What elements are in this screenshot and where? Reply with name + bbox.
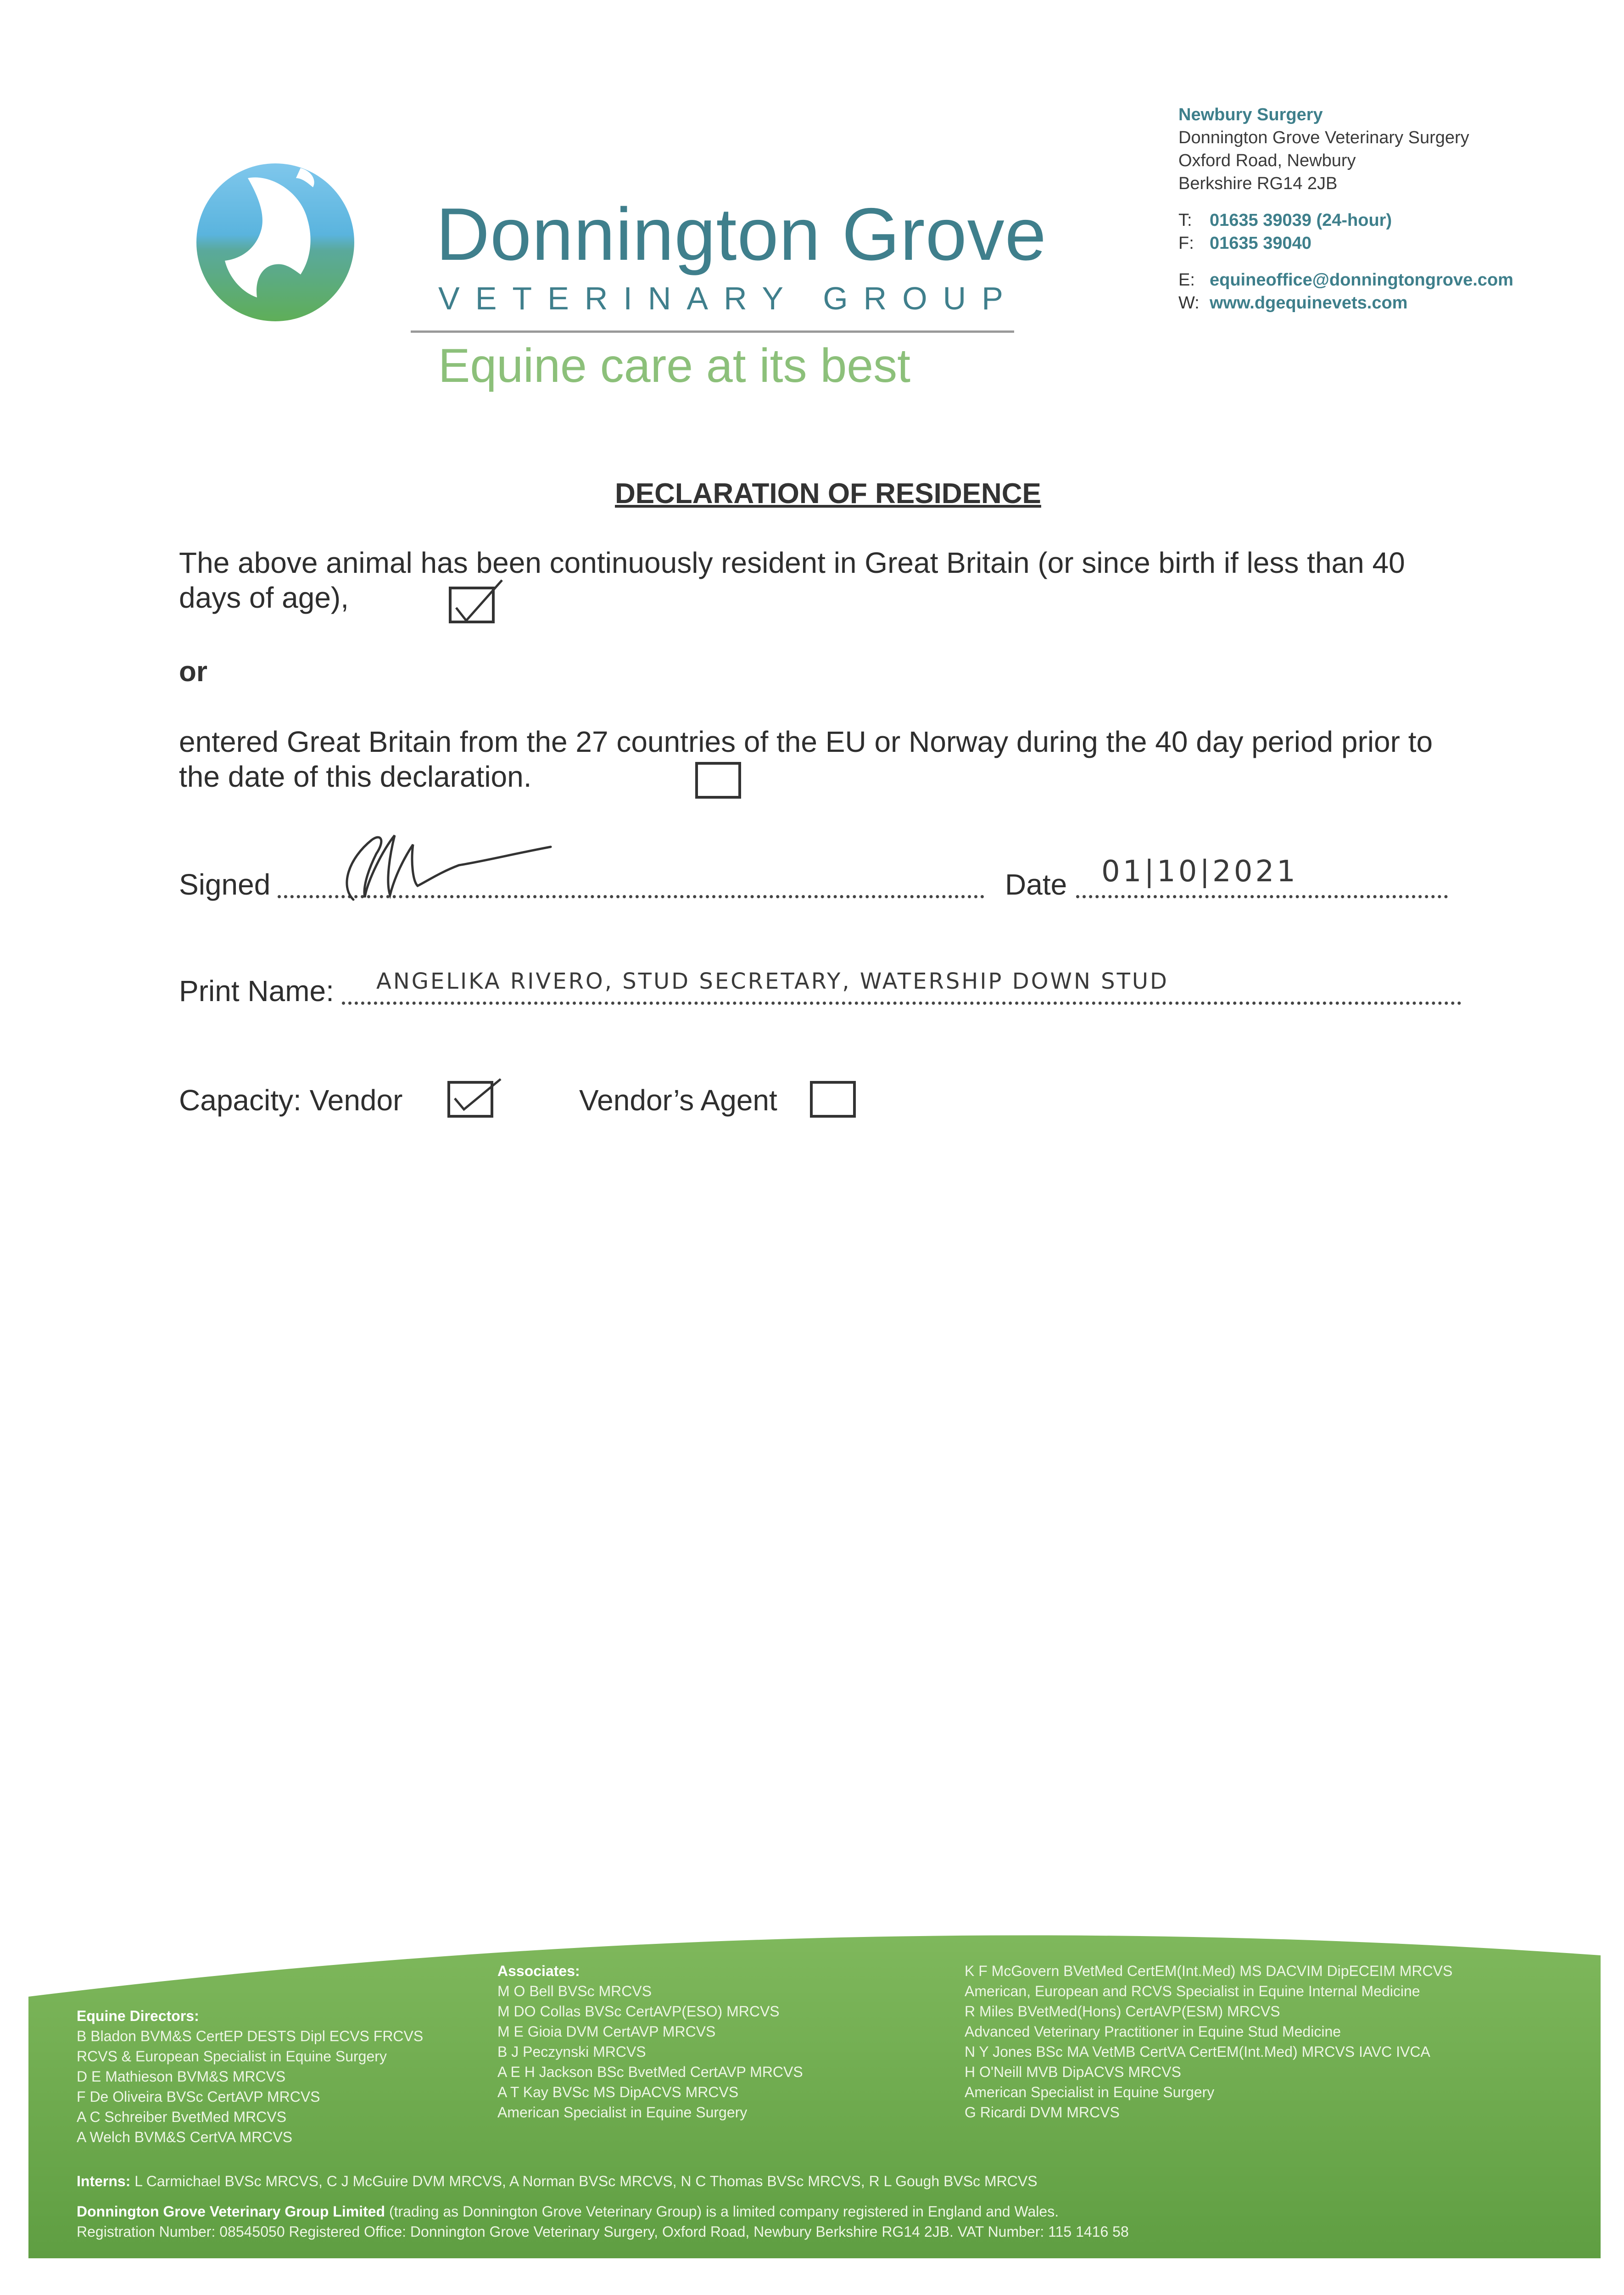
footer-band [28,1928,1601,2258]
horse-head-logo-icon [193,160,358,325]
associate-8-note: Advanced Veterinary Practitioner in Equine Stud Medicine [965,2023,1341,2040]
registration-details: Registration Number: 08545050 Registered Office: Donnington Grove Veterinary Surgery, Oxford Road, Newbury Berkshire RG14 2JB. VAT Number: 115 1416 58 [77,2223,1129,2240]
date-line[interactable] [1076,895,1448,898]
associate-10-note: American Specialist in Equine Surgery [965,2084,1215,2100]
residence-statement [179,545,1473,615]
brand-divider [411,330,1014,333]
print-name-value: ANGELIKA RIVERO, STUD SECRETARY, WATERSHIP DOWN STUD [376,968,1169,994]
vendors-agent-checkbox[interactable] [810,1081,856,1118]
associates-title: Associates: [497,1963,580,1979]
address-line-1: Donnington Grove Veterinary Surgery [1178,128,1469,147]
web-link[interactable]: www.dgequinevets.com [1210,293,1408,313]
signed-label: Signed [179,868,271,901]
fax-number: 01635 39040 [1210,234,1311,253]
capacity-label: Capacity: Vendor [179,1084,403,1117]
company-note: (trading as Donnington Grove Veterinary Group) is a limited company registered in England and Wales. [389,2203,1059,2220]
entry-statement [179,724,1473,794]
associate-7: K F McGovern BVetMed CertEM(Int.Med) MS DACVIM DipECEIM MRCVS [965,1963,1453,1979]
residence-checkbox[interactable] [449,587,495,623]
director-5: A Welch BVM&S CertVA MRCVS [77,2129,293,2145]
brand-tagline: Equine care at its best [438,339,911,392]
checkmark-icon [446,1065,505,1120]
associate-3: M E Gioia DVM CertAVP MRCVS [497,2023,716,2040]
address-line-3: Berkshire RG14 2JB [1178,174,1338,193]
associate-10: H O'Neill MVB DipACVS MRCVS [965,2064,1181,2080]
directors-title: Equine Directors: [77,2008,199,2024]
interns-title: Interns: [77,2173,131,2189]
associate-6-note: American Specialist in Equine Surgery [497,2104,748,2121]
director-2: D E Mathieson BVM&S MRCVS [77,2068,286,2085]
document-title: DECLARATION OF RESIDENCE [615,478,1041,509]
associate-11: G Ricardi DVM MRCVS [965,2104,1120,2121]
associate-9: N Y Jones BSc MA VetMB CertVA CertEM(Int.Med) MRCVS IAVC IVCA [965,2043,1430,2060]
company-name: Donnington Grove Veterinary Group Limited [77,2203,385,2220]
email-link[interactable]: equineoffice@donningtongrove.com [1210,270,1513,290]
interns-list: L Carmichael BVSc MRCVS, C J McGuire DVM MRCVS, A Norman BVSc MRCVS, N C Thomas BVSc MRCVS, R L Gough BVSc MRCVS [134,2173,1038,2189]
vendor-checkbox[interactable] [447,1081,493,1118]
associate-6: A T Kay BVSc MS DipACVS MRCVS [497,2084,739,2100]
director-4: A C Schreiber BvetMed MRCVS [77,2109,287,2125]
entry-checkbox[interactable] [695,762,741,799]
residence-statement-text: The above animal has been continuously resident in Great Britain (or since birth if less than 40 days of age), [179,546,1405,614]
associate-5: A E H Jackson BSc BvetMed CertAVP MRCVS [497,2064,803,2080]
date-value: 01|10|2021 [1101,855,1298,889]
associate-8: R Miles BVetMed(Hons) CertAVP(ESM) MRCVS [965,2003,1280,2020]
brand-name: Donnington Grove [436,193,1047,276]
associate-1: M O Bell BVSc MRCVS [497,1983,652,1999]
surgery-name: Newbury Surgery [1178,105,1323,124]
brand-subtitle: VETERINARY GROUP [438,280,1019,316]
director-3: F De Oliveira BVSc CertAVP MRCVS [77,2088,320,2105]
address-line-2: Oxford Road, Newbury [1178,151,1356,170]
or-separator: or [179,656,207,688]
associate-4: B J Peczynski MRCVS [497,2043,646,2060]
director-1-note: RCVS & European Specialist in Equine Surgery [77,2048,387,2065]
entry-statement-text: entered Great Britain from the 27 countries of the EU or Norway during the 40 day period prior to the date of this declaration. [179,725,1433,793]
associate-2: M DO Collas BVSc CertAVP(ESO) MRCVS [497,2003,780,2020]
print-name-line[interactable] [342,1002,1462,1005]
web-label: W: [1178,293,1200,313]
phone-label: T: [1178,211,1192,230]
checkmark-icon [447,571,507,626]
signature-scribble-icon [321,817,560,918]
director-1: B Bladon BVM&S CertEP DESTS Dipl ECVS FRCVS [77,2028,424,2044]
phone-number: 01635 39039 (24-hour) [1210,211,1392,230]
date-label: Date [1005,868,1067,901]
fax-label: F: [1178,234,1194,253]
associate-7-note: American, European and RCVS Specialist in Equine Internal Medicine [965,1983,1420,1999]
contact-block [1178,103,1513,314]
vendors-agent-label: Vendor’s Agent [579,1084,777,1117]
email-label: E: [1178,270,1195,290]
print-name-label: Print Name: [179,974,334,1008]
